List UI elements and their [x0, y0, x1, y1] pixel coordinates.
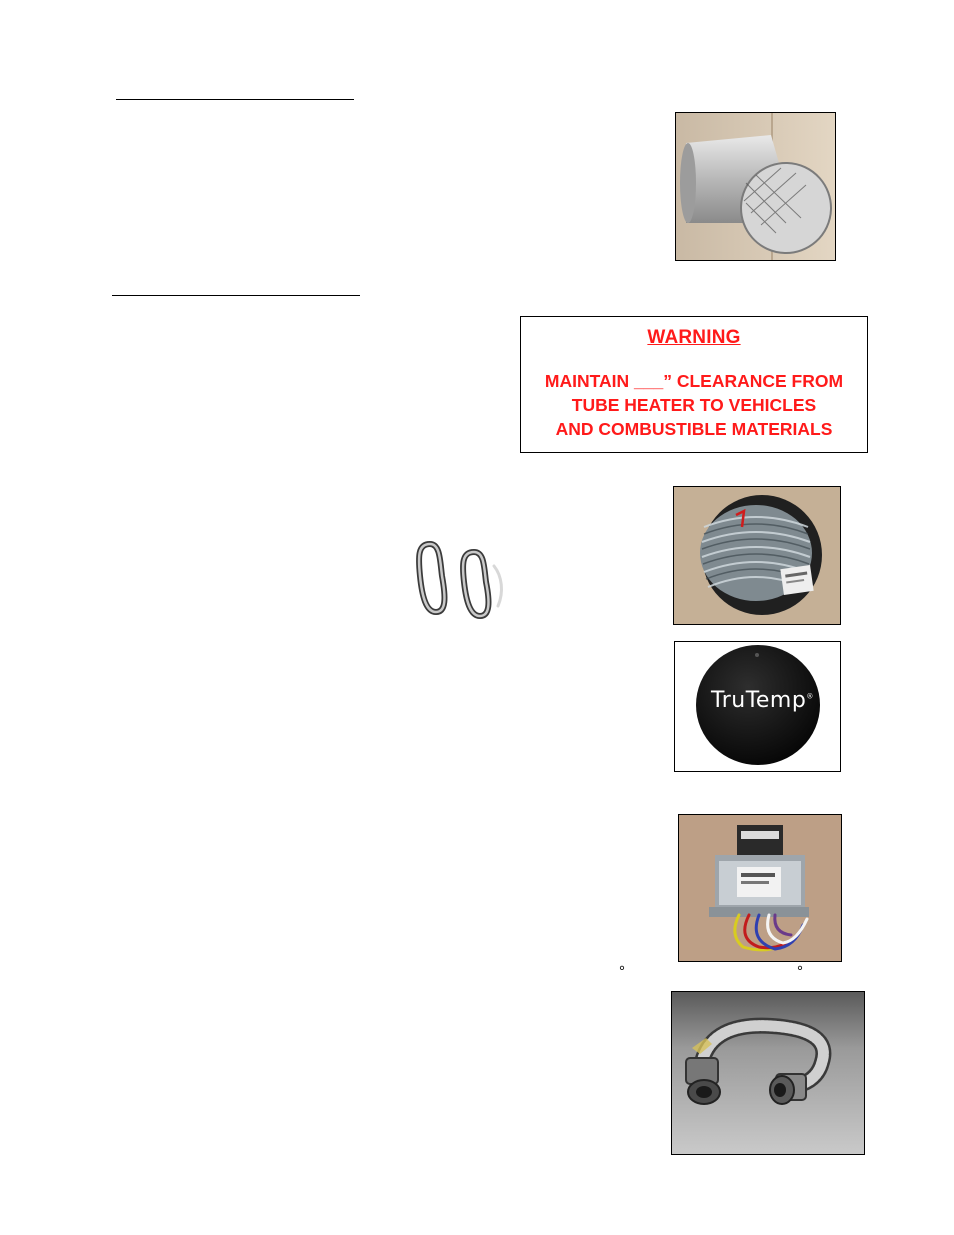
- trutemp-logo-text: TruTemp: [711, 688, 807, 713]
- snap-hooks-photo: [412, 536, 508, 620]
- warning-body: [521, 369, 867, 441]
- registered-mark: ®: [806, 692, 814, 701]
- warning-line-3: AND COMBUSTIBLE MATERIALS: [555, 419, 833, 439]
- trutemp-sensor-ball-photo: [674, 641, 841, 772]
- warning-title: WARNING: [647, 327, 741, 348]
- gas-connector-photo: [671, 991, 865, 1155]
- relay-transformer-photo: [678, 814, 842, 962]
- vent-cap-photo: [675, 112, 836, 261]
- section-heading-rule-1: [116, 99, 354, 100]
- chain-spool-photo: [673, 486, 841, 625]
- section-heading-rule-2: [112, 295, 360, 296]
- warning-line-1: MAINTAIN ___” CLEARANCE FROM: [544, 371, 844, 391]
- trutemp-logo: [711, 688, 814, 713]
- clearance-warning-label: [520, 316, 868, 453]
- warning-line-2: TUBE HEATER TO VEHICLES: [571, 395, 817, 415]
- degree-mark-2: °: [797, 963, 803, 980]
- degree-mark-1: °: [619, 963, 625, 980]
